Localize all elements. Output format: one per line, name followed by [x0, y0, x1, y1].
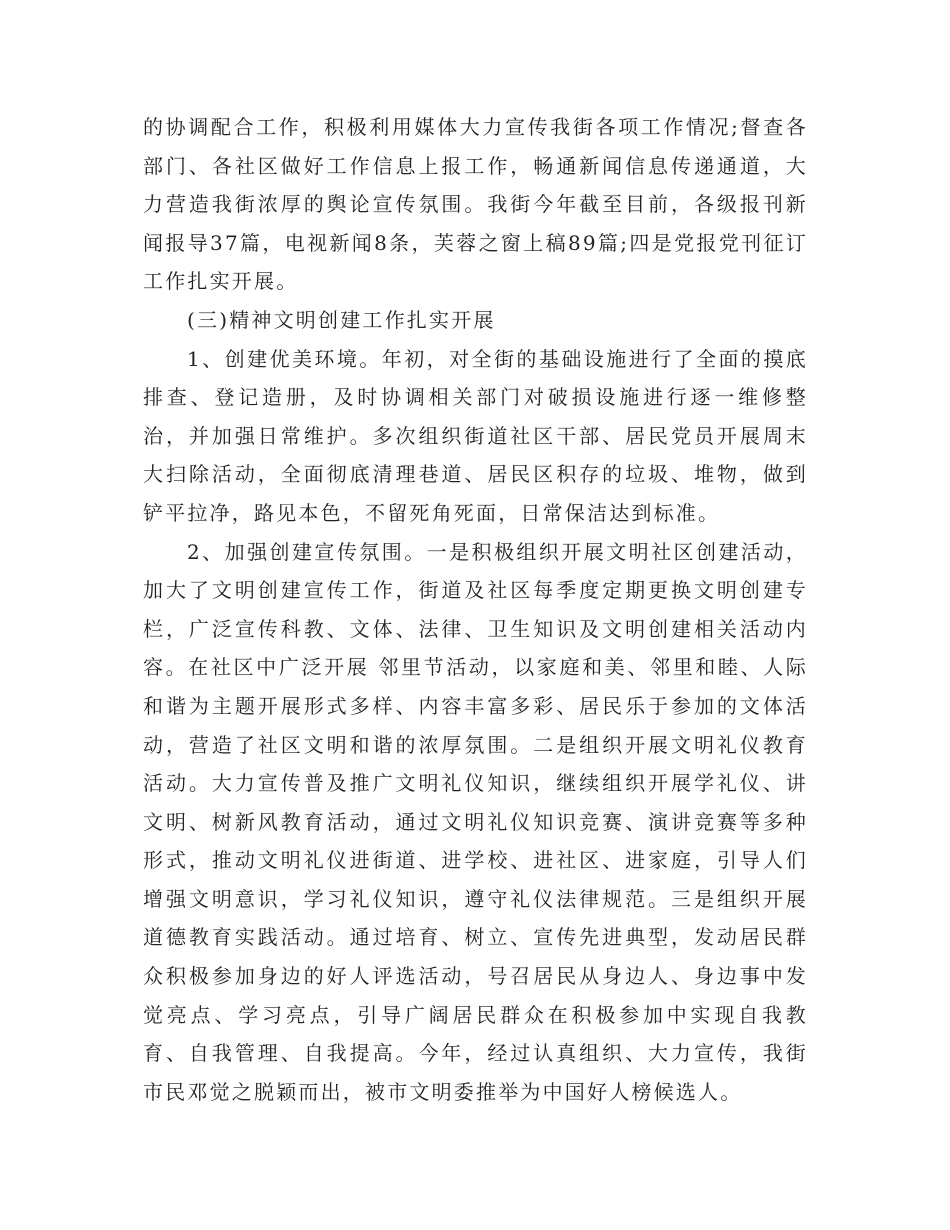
- paragraph-civilization-publicity: 2、加强创建宣传氛围。一是积极组织开展文明社区创建活动，加大了文明创建宣传工作，街道及社区每季度定期更换文明创建专栏，广泛宣传科教、文体、法律、卫生知识及文明创建相关活动内容。在社区中广泛开展 邻里节活动，以家庭和美、邻里和睦、人际和谐为主题开展形式多样、内容丰富多彩、居民乐于参加的文体活动，营造了社区文明和谐的浓厚氛围。二是组织开展文明礼仪教育活动。大力宣传普及推广文明礼仪知识，继续组织开展学礼仪、讲文明、树新风教育活动，通过文明礼仪知识竞赛、演讲竞赛等多种形式，推动文明礼仪进街道、进学校、进社区、进家庭，引导人们增强文明意识，学习礼仪知识，遵守礼仪法律规范。三是组织开展道德教育实践活动。通过培育、树立、宣传先进典型，发动居民群众积极参加身边的好人评选活动，号召居民从身边人、身边事中发觉亮点、学习亮点，引导广阔居民群众在积极参加中实现自我教育、自我管理、自我提高。今年，经过认真组织、大力宣传，我街市民邓觉之脱颖而出，被市文明委推举为中国好人榜候选人。: [143, 539, 808, 1104]
- paragraph-publicity-work: 的协调配合工作，积极利用媒体大力宣传我街各项工作情况;督查各部门、各社区做好工作信息上报工作，畅通新闻信息传递通道，大力营造我街浓厚的舆论宣传氛围。我街今年截至目前，各级报刊新闻报导37篇，电视新闻8条，芙蓉之窗上稿89篇;四是党报党刊征订工作扎实开展。: [143, 115, 808, 294]
- section-heading-spiritual-civilization: (三)精神文明创建工作扎实开展: [187, 307, 496, 332]
- document-body: [143, 108, 808, 1111]
- paragraph-environment: 1、创建优美环境。年初，对全街的基础设施进行了全面的摸底排查、登记造册，及时协调相关部门对破损设施进行逐一维修整治，并加强日常维护。多次组织街道社区干部、居民党员开展周末大扫除活动，全面彻底清理巷道、居民区积存的垃圾、堆物，做到铲平拉净，路见本色，不留死角死面，日常保洁达到标准。: [143, 346, 808, 525]
